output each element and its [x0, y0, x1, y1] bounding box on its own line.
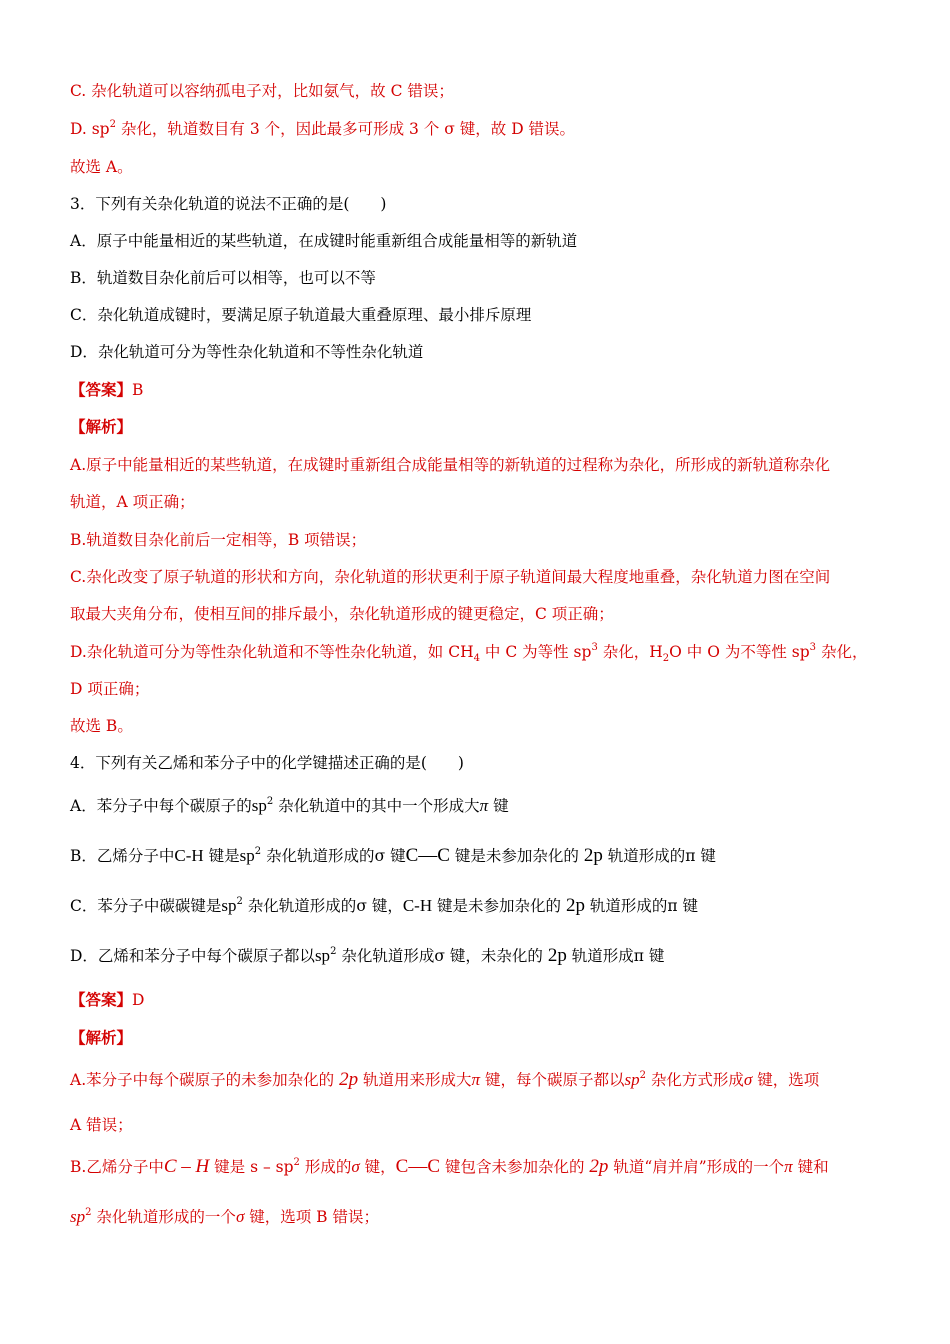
q3-analysis-c2: 取最大夹角分布，使相互间的排斥最小，杂化轨道形成的键更稳定，C 项正确；	[70, 605, 614, 623]
q4-option-b: B．乙烯分子中C-H 键是$sp^2$ 杂化轨道形成的σ 键C—C 键是未参加杂化的 2p 轨道形成的π 键	[70, 845, 716, 866]
q4-analysis-label: 【解析】	[70, 1028, 133, 1047]
q4-option-c: C．苯分子中碳碳键是$sp^2$ 杂化轨道形成的σ 键，C-H 键是未参加杂化的 2p 轨道形成的π 键	[70, 895, 699, 916]
q3-analysis-a2: 轨道，A 项正确；	[70, 493, 195, 511]
q3-option-d: D．杂化轨道可分为等性杂化轨道和不等性杂化轨道	[70, 343, 424, 361]
q3-option-b: B．轨道数目杂化前后可以相等，也可以不等	[70, 269, 376, 287]
answer-label: 【答案】	[70, 380, 133, 399]
q3-conclusion: 故选 B。	[70, 717, 133, 735]
q3-analysis-a1: A.原子中能量相近的某些轨道，在成键时重新组合成能量相等的新轨道的过程称为杂化，所形成的新轨道称杂化	[70, 456, 831, 474]
answer-value: D	[132, 991, 145, 1009]
q3-stem: 3．下列有关杂化轨道的说法不正确的是( )	[70, 195, 387, 213]
q3-analysis-label: 【解析】	[70, 417, 133, 436]
q4-analysis-b1: B.乙烯分子中C – H 键是 s – $sp^2$ 形成的σ 键，C—C 键包含未参加杂化的 2p 轨道“肩并肩”形成的一个π 键和	[70, 1156, 829, 1177]
q4-stem: 4．下列有关乙烯和苯分子中的化学键描述正确的是( )	[70, 754, 464, 772]
answer-label: 【答案】	[70, 990, 133, 1009]
q4-option-d: D．乙烯和苯分子中每个碳原子都以$sp^2$ 杂化轨道形成σ 键，未杂化的 2p 轨道形成π 键	[70, 945, 665, 966]
answer-value: B	[132, 381, 144, 399]
q4-analysis-a1: A.苯分子中每个碳原子的未参加杂化的 2p 轨道用来形成大π 键，每个碳原子都以$sp^2$ 杂化方式形成σ 键，选项	[70, 1069, 820, 1090]
q3-analysis-d2: D 项正确；	[70, 680, 150, 698]
q4-answer	[70, 989, 910, 1011]
q3-answer	[70, 379, 910, 401]
q3-option-a: A．原子中能量相近的某些轨道，在成键时能重新组合成能量相等的新轨道	[70, 232, 578, 250]
q3-analysis-d1: D.杂化轨道可分为等性杂化轨道和不等性杂化轨道，如 $CH_4$ 中 C 为等性 $sp^3$ 杂化，$H_2O$ 中 O 为不等性 $sp^3$ 杂化，	[70, 642, 868, 664]
prev-analysis-c: C. 杂化轨道可以容纳孤电子对，比如氨气，故 C 错误；	[70, 82, 454, 100]
prev-conclusion: 故选 A。	[70, 158, 133, 176]
prev-analysis-d: D. $sp^2$ 杂化，轨道数目有 3 个，因此最多可形成 3 个 σ 键，故 D 错误。	[70, 119, 576, 138]
q4-analysis-b2: $sp^2$ 杂化轨道形成的一个σ 键，选项 B 错误；	[70, 1207, 380, 1226]
q3-option-c: C．杂化轨道成键时，要满足原子轨道最大重叠原理、最小排斥原理	[70, 306, 532, 324]
q4-option-a: A．苯分子中每个碳原子的$sp^2$ 杂化轨道中的其中一个形成大π 键	[70, 796, 509, 815]
q3-analysis-c1: C.杂化改变了原子轨道的形状和方向，杂化轨道的形状更利于原子轨道间最大程度地重叠，杂化轨道力图在空间	[70, 568, 831, 586]
q3-analysis-b: B.轨道数目杂化前后一定相等，B 项错误；	[70, 531, 367, 549]
q4-analysis-a2: A 错误；	[70, 1116, 133, 1134]
